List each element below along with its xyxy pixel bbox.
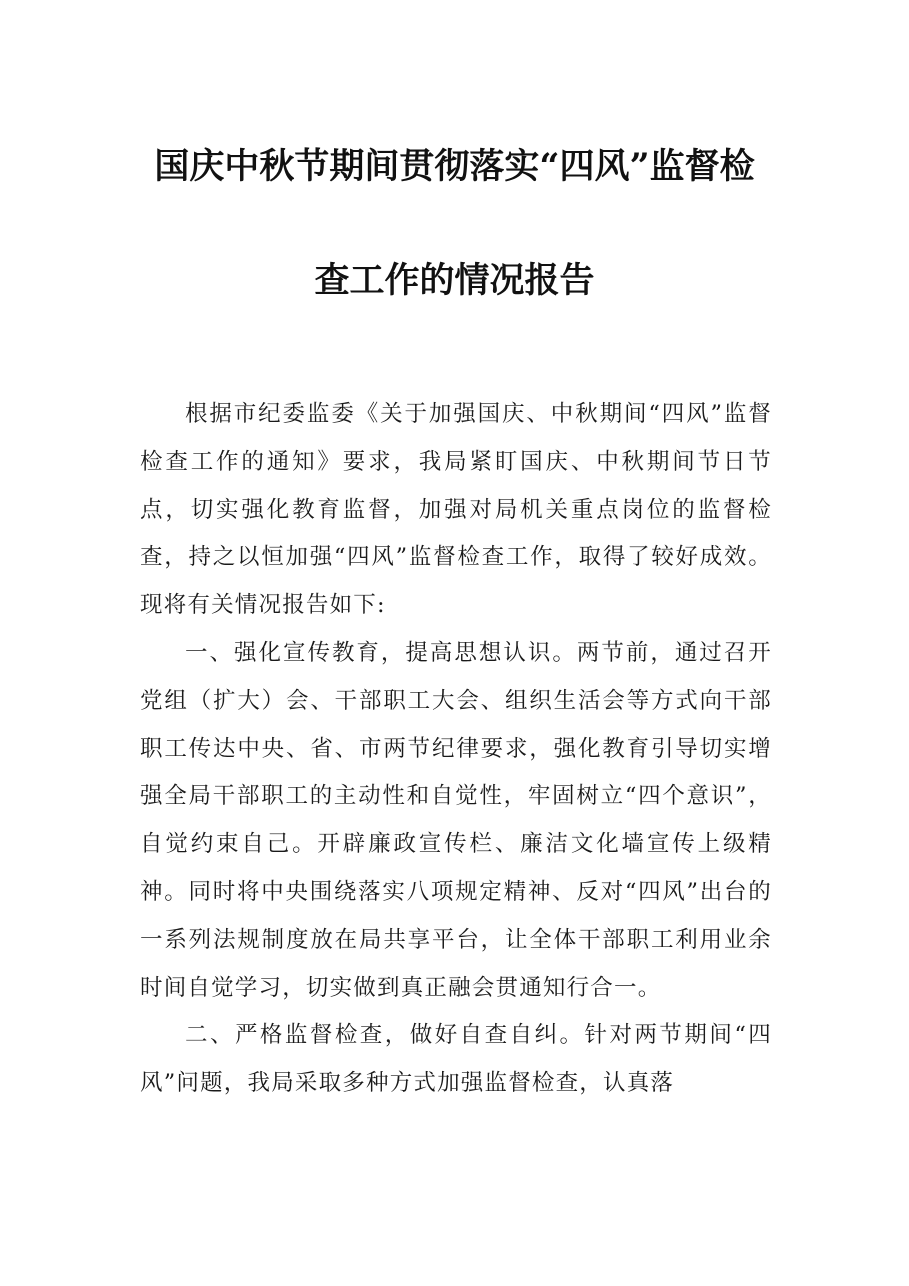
body-paragraph-section-1: 一、强化宣传教育，提高思想认识。两节前，通过召开党组（扩大）会、干部职工大会、组织生活会等方式向干部职工传达中央、省、市两节纪律要求，强化教育引导切实增强全局干部职工的主动性和自觉性，牢固树立“四个意识”，自觉约束自己。开辟廉政宣传栏、廉洁文化墙宣传上级精神。同时将中央围绕落实八项规定精神、反对“四风”出台的一系列法规制度放在局共享平台，让全体干部职工利用业余时间自觉学习，切实做到真正融会贯通知行合一。 (140, 639, 772, 1001)
document-title-line1: 国庆中秋节期间贯彻落实“四风”监督检 (154, 146, 755, 187)
body-paragraph-section-2: 二、严格监督检查，做好自查自纠。针对两节期间“四风”问题，我局采取多种方式加强监督检查，认真落 (140, 1022, 772, 1097)
document-body (140, 391, 772, 1108)
document-title-line2: 查工作的情况报告 (314, 260, 595, 301)
body-paragraph-intro: 根据市纪委监委《关于加强国庆、中秋期间“四风”监督检查工作的通知》要求，我局紧盯国庆、中秋期间节日节点，切实强化教育监督，加强对局机关重点岗位的监督检查，持之以恒加强“四风”监督检查工作，取得了较好成效。现将有关情况报告如下: (140, 401, 772, 619)
